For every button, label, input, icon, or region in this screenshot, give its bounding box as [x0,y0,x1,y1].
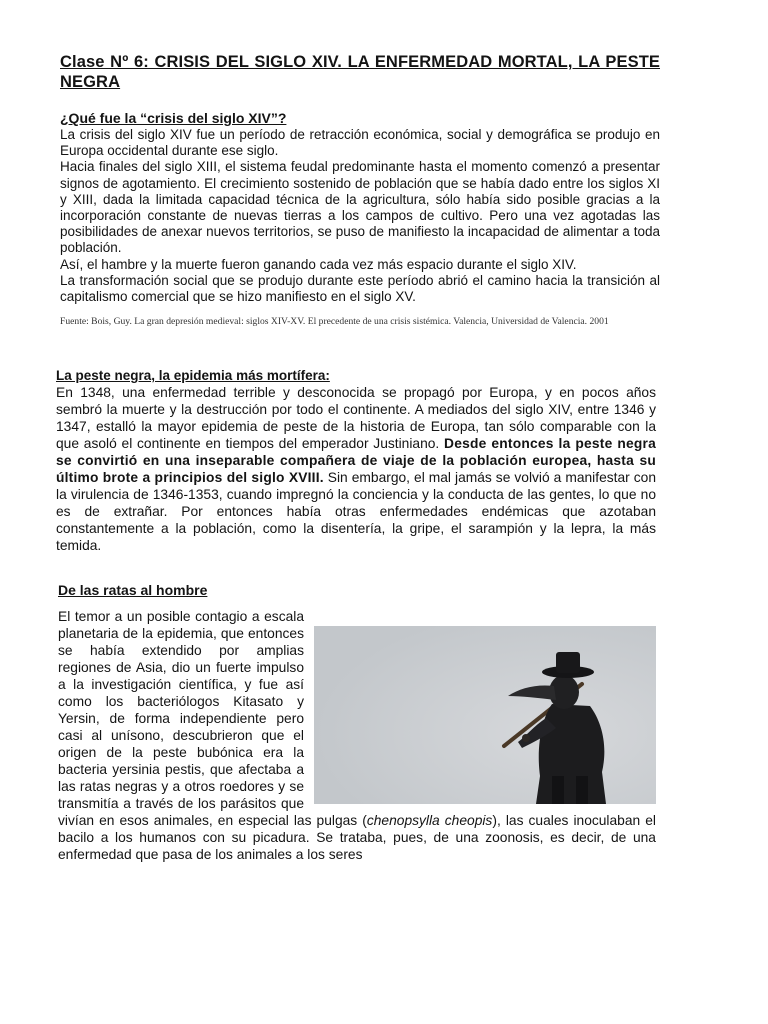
text-run: Sin embargo, el mal jamás se volvió a manifestar con la virulencia de 1346-1353, cuando impregnó la conciencia y la conducta de las gentes, lo que no es de extrañar. Por entonces había otras enfermedades endémicas que azotaban constantemente a la población, como la disentería, la gripe, el sarampión y la lepra, la más temida. [56,470,656,553]
paragraph: Hacia finales del siglo XIII, el sistema feudal predominante hasta el momento comenzó a presentar signos de agotamiento. El crecimiento sostenido de población que se había dado entre los siglos XI y XIII, dada la limitada capacidad técnica de la agricultura, sólo había sido posible gracias a la incorporación constante de nuevas tierras a los campos de cultivo. Pero una vez agotadas las posibilidades de anexar nuevos territorios, se puso de manifiesto la incapacidad de alimentar a toda población. [60,159,660,256]
text-run: En 1348, una enfermedad terrible y desconocida se propagó por Europa, y en pocos años sembró la muerte y la destrucción por todo el continente. A mediados del siglo XIV, entre 1346 y 1347, estalló la mayor epidemia de peste de la historia de Europa, tan sólo comparable con la que asoló el continente en tiempos del emperador Justiniano. [56,385,656,451]
text-run: ), las cuales inoculaban el bacilo a los humanos con su picadura. Se trataba, pues, de una zoonosis, es decir, de una enfermedad que pasa de los animales a los seres [58,813,656,862]
section-heading-crisis: ¿Qué fue la “crisis del siglo XIV”? [60,110,287,126]
paragraph: La crisis del siglo XIV fue un período de retracción económica, social y demográfica se produjo en Europa occidental durante ese siglo. [60,127,660,159]
paragraph: Así, el hambre y la muerte fueron ganando cada vez más espacio durante el siglo XIV. [60,256,577,272]
section-crisis-body [60,127,660,305]
page-title: Clase Nº 6: CRISIS DEL SIGLO XIV. LA ENFERMEDAD MORTAL, LA PESTE NEGRA [60,53,660,91]
italic-text: chenopsylla cheopis [366,813,493,828]
bold-text: Desde entonces la peste negra se convirtió en una inseparable compañera de viaje de la población europea, hasta su último brote a principios del siglo XVIII. [56,436,656,485]
section-ratas-body [58,608,656,863]
paragraph: La transformación social que se produjo durante este período abrió el camino hacia la transición al capitalismo comercial que se hizo manifiesto en el siglo XV. [60,272,660,305]
section-heading-ratas: De las ratas al hombre [58,582,208,598]
section-peste-body [56,384,656,554]
text-run: El temor a un posible contagio a escala planetaria de la epidemia, que entonces se había extendido por amplias regiones de Asia, dio un fuerte impulso a la investigación científica, y fue así como los bacteriólogos Kitasato y Yersin, de forma independiente pero casi al unísono, descubrieron que el origen de la peste bubónica era la bacteria yersinia pestis, que afectaba a las ratas negras y a otros roedores y se transmitía a través de los parásitos que vivían en esos animales, en especial las pulgas ( [58,609,367,828]
source-citation: Fuente: Bois, Guy. La gran depresión medieval: siglos XIV-XV. El precedente de una crisis sistémica. Valencia, Universidad de Valencia. 2001 [60,316,609,327]
plague-doctor-image [314,626,656,804]
paragraph [56,384,656,554]
section-heading-peste: La peste negra, la epidemia más mortífera: [56,368,330,383]
plague-doctor-icon [314,626,656,804]
